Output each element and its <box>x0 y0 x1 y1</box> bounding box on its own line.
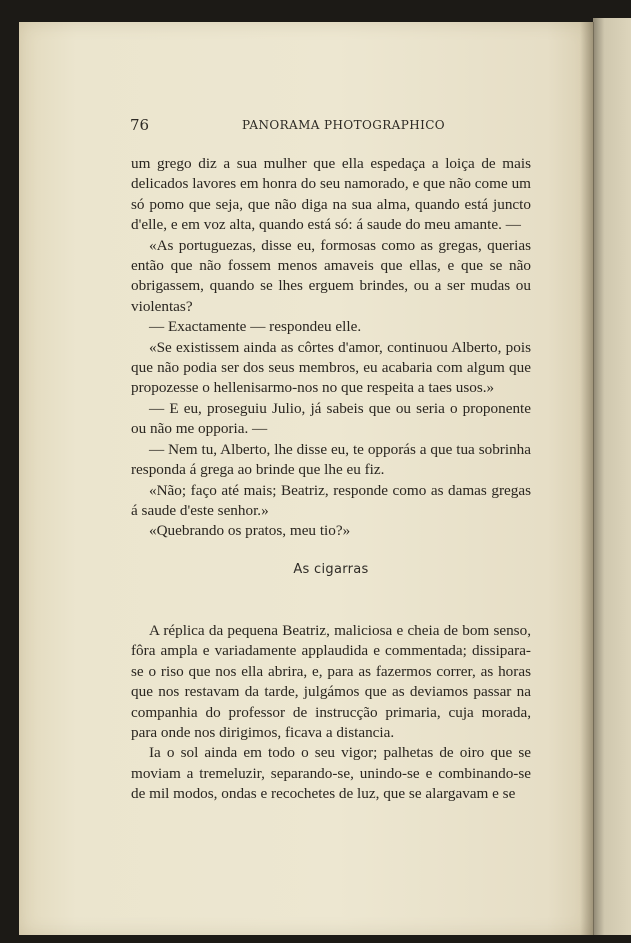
running-title: PANORAMA PHOTOGRAPHICO <box>242 118 446 132</box>
paragraph: «Não; faço até mais; Beatriz, responde como as damas gregas á saude d'este senhor.» <box>131 481 531 519</box>
adjacent-page-edge <box>593 18 631 935</box>
running-head <box>130 116 530 136</box>
body-text-bottom <box>131 621 531 805</box>
paragraph: — E eu, proseguiu Julio, já sabeis que ou seria o proponente ou não me opporia. — <box>131 399 531 438</box>
paragraph: Ia o sol ainda em todo o seu vigor; palhetas de oiro que se moviam a tremeluzir, separando-se, unindo-se e combinando-se de mil modos, ondas e recochetes de luz, que se alargavam e se <box>131 744 531 803</box>
paragraph: A réplica da pequena Beatriz, maliciosa e cheia de bom senso, fôra ampla e variadamente applaudida e commentada; dissipara-se o riso que nos ella abrira, e, para as fazermos correr, as horas que nos restavam da tarde, julgámos que as deviamos passar na companhia do professor de instrucção primaria, cuja morada, para onde nos dirigimos, ficava a distancia. <box>131 622 531 742</box>
paragraph: «As portuguezas, disse eu, formosas como as gregas, querias então que não fossem menos amaveis que ellas, e que se não obrigassem, quando se lhes erguem brindes, ou a ser mudas ou violentas? <box>131 236 531 315</box>
section-title: As cigarras <box>293 562 369 577</box>
gutter-shadow <box>580 22 594 935</box>
paragraph: — Exactamente — respondeu elle. <box>149 318 362 336</box>
paragraph: um grego diz a sua mulher que ella espedaça a loiça de mais delicados lavores em honra do seu namorado, e que não come um só pomo que seja, que não diga na sua alma, quando está juncto d'elle, e em voz alta, quando está só: á saude do meu amante. — <box>131 155 531 234</box>
paragraph: «Quebrando os pratos, meu tio?» <box>149 522 351 540</box>
page-number: 76 <box>130 116 150 134</box>
paragraph: — Nem tu, Alberto, lhe disse eu, te opporás a que tua sobrinha responda á grega ao brinde que lhe eu fiz. <box>131 440 531 479</box>
paragraph: «Se existissem ainda as côrtes d'amor, continuou Alberto, pois que não podia ser dos seus membros, eu acabaria com algum que propozesse o hellenisarmo-nos no que respeita a taes usos.» <box>131 338 531 397</box>
body-text-top <box>131 154 531 542</box>
